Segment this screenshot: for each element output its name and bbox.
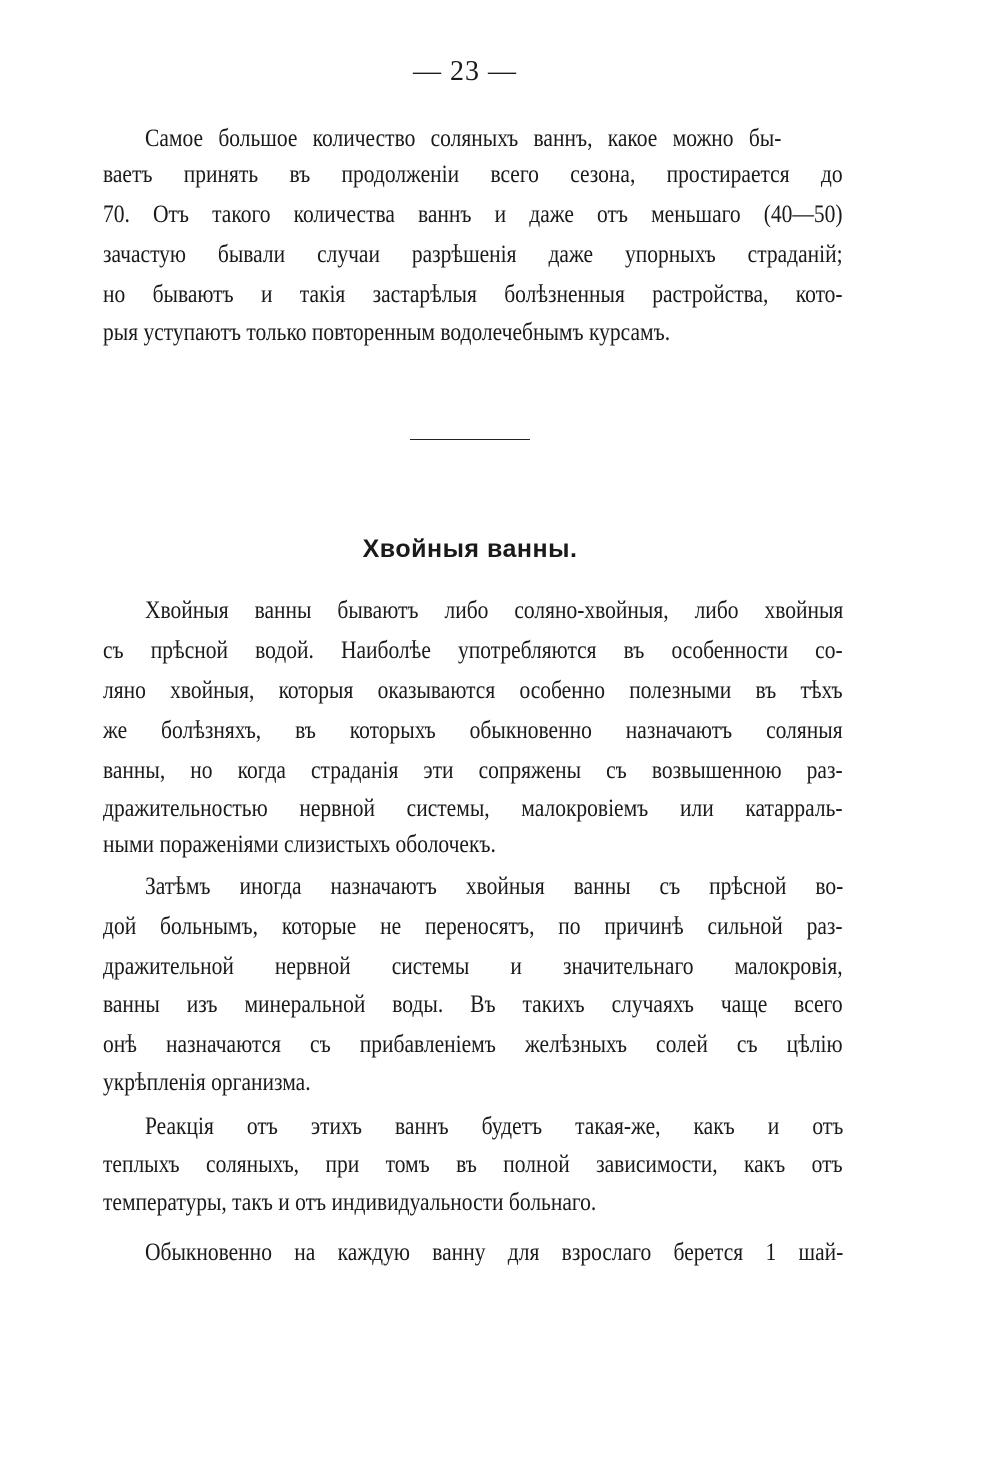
text-line: Самое большое количество соляныхъ ваннъ, какое можно бы- bbox=[145, 125, 782, 152]
page-number: — 23 — bbox=[413, 56, 517, 87]
text-line: дражительностью нервной системы, малокровіемъ или катарраль- bbox=[103, 795, 843, 822]
text-line: съ прѣсной водой. Наиболѣе употребляются въ особенности со- bbox=[103, 637, 843, 664]
section-divider bbox=[410, 439, 530, 440]
text-line: же болѣзняхъ, въ которыхъ обыкновенно назначаютъ соляныя bbox=[103, 717, 843, 744]
text-line: ванны, но когда страданія эти сопряжены съ возвышенною раз- bbox=[103, 757, 843, 784]
text-line: Обыкновенно на каждую ванну для взрослаго берется 1 шай- bbox=[145, 1239, 844, 1266]
text-line: температуры, такъ и отъ индивидуальности больнаго. bbox=[103, 1189, 597, 1216]
section-heading: Хвойныя ванны. bbox=[362, 535, 578, 563]
text-line: зачастую бывали случаи разрѣшенія даже упорныхъ страданій; bbox=[103, 241, 843, 268]
text-line: ными пораженіями слизистыхъ оболочекъ. bbox=[103, 831, 496, 858]
text-line: Реакція отъ этихъ ваннъ будетъ такая-же, какъ и отъ bbox=[145, 1113, 844, 1140]
text-line: дражительной нервной системы и значительнаго малокровія, bbox=[103, 953, 843, 980]
text-line: ляно хвойныя, которыя оказываются особенно полезными въ тѣхъ bbox=[103, 677, 843, 704]
text-line: рыя уступаютъ только повторенным водолечебнымъ курсамъ. bbox=[103, 319, 671, 346]
text-line: ванны изъ минеральной воды. Въ такихъ случаяхъ чаще всего bbox=[103, 991, 843, 1018]
text-line: но бываютъ и такія застарѣлыя болѣзненныя растройства, кото- bbox=[103, 281, 843, 308]
text-line: онѣ назначаются съ прибавленіемъ желѣзныхъ солей съ цѣлію bbox=[103, 1031, 843, 1058]
text-line: Затѣмъ иногда назначаютъ хвойныя ванны съ прѣсной во- bbox=[145, 873, 844, 900]
text-line: дой больнымъ, которые не переносятъ, по причинѣ сильной раз- bbox=[103, 913, 843, 940]
text-line: ваетъ принять въ продолженіи всего сезона, простирается до bbox=[103, 161, 843, 188]
text-line: 70. Отъ такого количества ваннъ и даже отъ меньшаго (40—50) bbox=[103, 201, 843, 228]
text-line: теплыхъ соляныхъ, при томъ въ полной зависимости, какъ отъ bbox=[103, 1151, 843, 1178]
text-line: укрѣпленія организма. bbox=[103, 1069, 311, 1096]
text-line: Хвойныя ванны бываютъ либо соляно-хвойныя, либо хвойныя bbox=[145, 597, 844, 624]
